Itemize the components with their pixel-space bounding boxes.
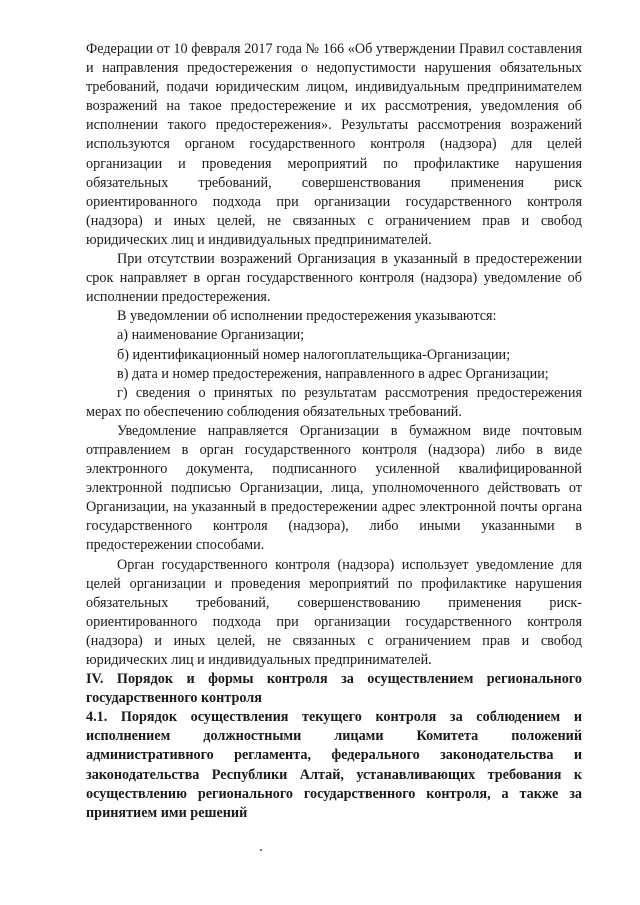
section-heading: IV. Порядок и формы контроля за осуществлением регионального государственного контроля [86,671,582,707]
paragraph-notification-contents: В уведомлении об исполнении предостережения указываются: [117,308,497,325]
document-page [86,40,582,823]
subsection-heading: 4.1. Порядок осуществления текущего контроля за соблюдением и исполнением должностными лицами Комитета положений административного регламента, федерального законодательства и законодательства Республики Алтай, устанавливающих требования к осуществлению регионального государственного контроля, а также за принятием ими решений [86,709,582,821]
list-item-v: в) дата и номер предостережения, направленного в адрес Организации; [117,365,549,382]
paragraph-usage: Орган государственного контроля (надзора) использует уведомление для целей организации и проведения мероприятий по профилактике нарушения обязательных требований, совершенствованию применения риск-ориентированного подхода при организации государственного контроля (надзора) и иных целей, не связанных с ограничением прав и свобод юридических лиц и индивидуальных предпринимателей. [86,556,582,668]
paragraph-continuation: Федерации от 10 февраля 2017 года № 166 «Об утверждении Правил составления и направления предостережения о недопустимости нарушения обязательных требований, подачи юридическим лицом, индивидуальным предпринимателем возражений на такое предостережение и их рассмотрения, уведомления об исполнении такого предостережения». Результаты рассмотрения возражений используются органом государственного контроля (надзора) для целей организации и проведения мероприятий по профилактике нарушения обязательных требований, совершенствования применения риск ориентированного подхода при организации государственного контроля (надзора) и иных целей, не связанных с ограничением прав и свобод юридических лиц и индивидуальных предпринимателей. [86,41,582,248]
list-item-g: г) сведения о принятых по результатам рассмотрения предостережения мерах по обеспечению соблюдения обязательных требований. [86,384,582,420]
list-item-b: б) идентификационный номер налогоплательщика-Организации; [117,346,511,363]
paragraph-no-objections: При отсутствии возражений Организация в указанный в предостережении срок направляет в орган государственного контроля (надзора) уведомление об исполнении предостережения. [86,251,582,306]
list-item-a: а) наименование Организации; [117,327,305,344]
page-mark [260,849,262,851]
paragraph-delivery: Уведомление направляется Организации в бумажном виде почтовым отправлением в орган государственного контроля (надзора) либо в виде электронного документа, подписанного усиленной квалифицированной электронной подписью Организации, лица, уполномоченного действовать от Организации, на указанный в предостережении адрес электронной почты органа государственного контроля (надзора), либо иными указанными в предостережении способами. [86,422,582,554]
